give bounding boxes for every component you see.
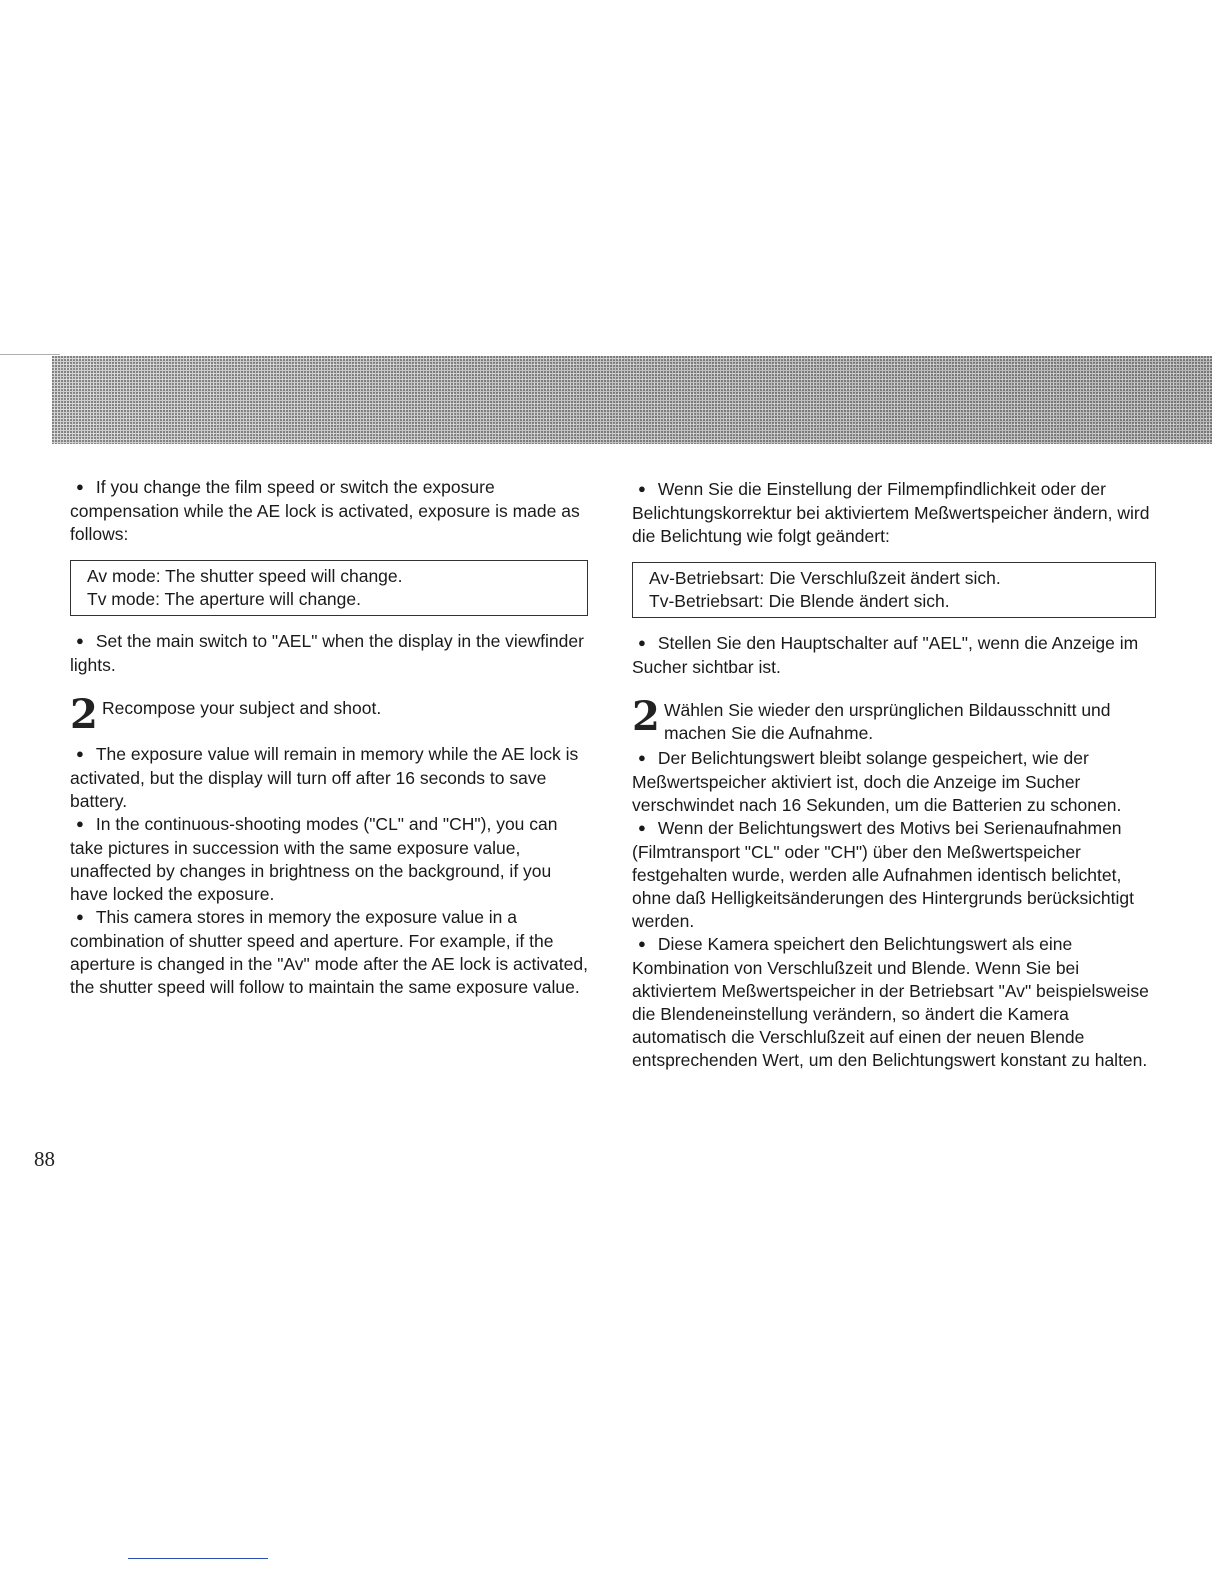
note-item: ● Wenn der Belichtungswert des Motivs bei Serienaufnahmen (Filmtransport "CL" oder "CH") über den Meßwertspeicher festgehalten wurde, werden alle Aufnahmen identisch belichtet, ohne daß Helligkeitsänderungen des Hintergrunds berücksichtigt werden. [632, 817, 1156, 933]
step-text: Recompose your subject and shoot. [102, 698, 382, 718]
step-2 [632, 693, 1156, 745]
note-item: ● In the continuous-shooting modes ("CL" and "CH"), you can take pictures in succession with the same exposure value, unaffected by changes in brightness on the background, if you have locked the exposure. [70, 813, 590, 906]
note-item: ● Diese Kamera speichert den Belichtungswert als eine Kombination von Verschlußzeit und Blende. Wenn Sie bei aktiviertem Meßwertspeicher in der Betriebsart "Av" beispielsweise die Blendeneinstellung verändern, so ändert die Kamera automatisch die Verschlußzeit auf einen der neuen Blende entsprechenden Wert, um den Belichtungswert konstant zu halten. [632, 933, 1156, 1072]
av-mode-line: Av mode: The shutter speed will change. [87, 566, 403, 586]
note-item: ● Der Belichtungswert bleibt solange gespeichert, wie der Meßwertspeicher aktiviert ist, doch die Anzeige im Sucher verschwindet nach 16 Sekunden, um die Batterien zu schonen. [632, 747, 1156, 817]
step-text: Wählen Sie wieder den ursprünglichen Bildausschnitt und machen Sie die Aufnahme. [664, 700, 1111, 743]
switch-note: ● Stellen Sie den Hauptschalter auf "AEL", wenn die Anzeige im Sucher sichtbar ist. [632, 632, 1156, 679]
note-item: ● This camera stores in memory the exposure value in a combination of shutter speed and aperture. For example, if the aperture is changed in the "Av" mode after the AE lock is activated, the shutter speed will follow to maintain the same exposure value. [70, 906, 590, 999]
switch-note: ● Set the main switch to "AEL" when the display in the viewfinder lights. [70, 630, 590, 677]
header-rule [0, 354, 60, 355]
intro-paragraph: ● If you change the film speed or switch the exposure compensation while the AE lock is activated, exposure is made as follows: [70, 476, 590, 546]
tv-mode-line: Tv-Betriebsart: Die Blende ändert sich. [649, 591, 950, 611]
step-number: 2 [70, 691, 98, 738]
step-number: 2 [632, 693, 660, 740]
av-mode-line: Av-Betriebsart: Die Verschlußzeit ändert sich. [649, 568, 1001, 588]
header-band [52, 356, 1212, 444]
tv-mode-line: Tv mode: The aperture will change. [87, 589, 361, 609]
step-2 [70, 691, 590, 743]
german-column [632, 478, 1156, 1072]
mode-box [70, 560, 588, 616]
note-item: ● The exposure value will remain in memory while the AE lock is activated, but the display will turn off after 16 seconds to save battery. [70, 743, 590, 813]
intro-paragraph: ● Wenn Sie die Einstellung der Filmempfindlichkeit oder der Belichtungskorrektur bei aktiviertem Meßwertspeicher ändern, wird die Belichtung wie folgt geändert: [632, 478, 1156, 548]
footer-rule [128, 1558, 268, 1559]
mode-box [632, 562, 1156, 618]
english-column [70, 476, 590, 999]
page-number: 88 [34, 1147, 55, 1171]
